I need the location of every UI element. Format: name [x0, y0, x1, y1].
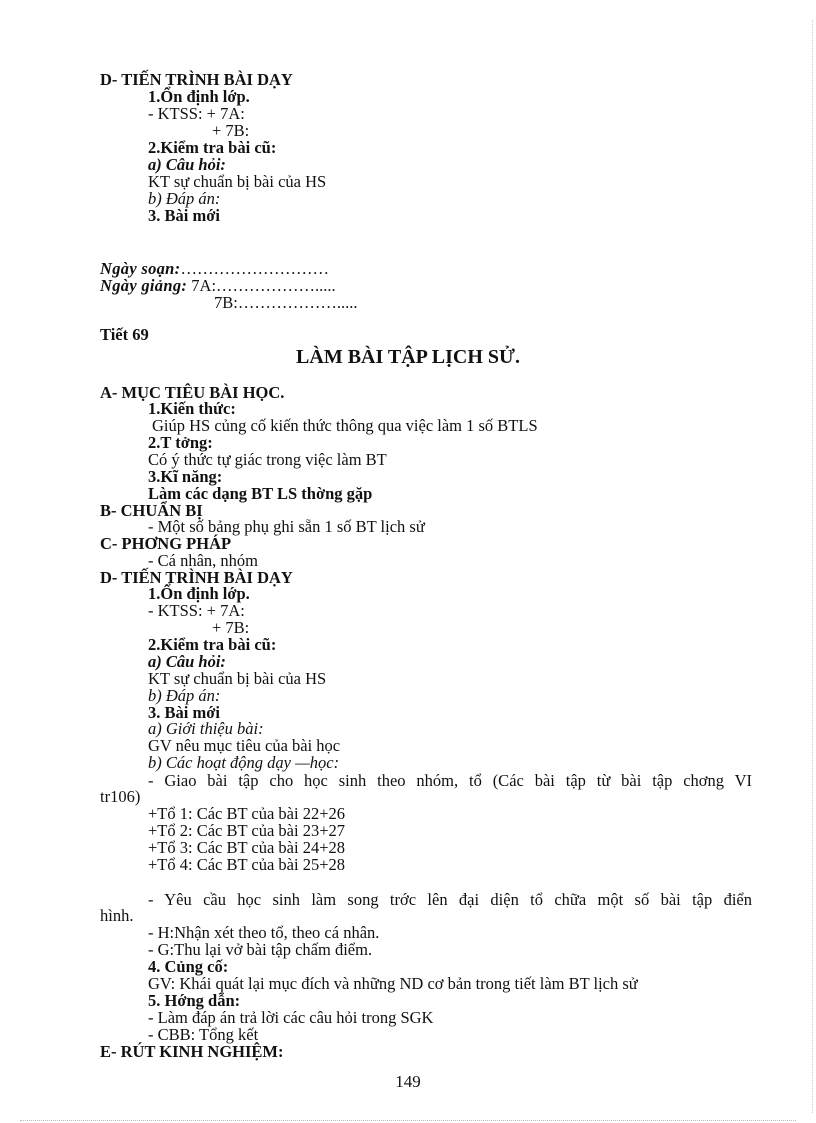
ktss-7a-top: - KTSS: + 7A:: [148, 104, 245, 123]
ki-nang-title: 3.Kĩ năng:: [148, 467, 223, 486]
to-2: +Tổ 2: Các BT của bài 23+27: [148, 821, 346, 840]
section-b-heading: B- CHUẨN BỊ: [100, 501, 203, 520]
tu-tuong-title: 2.T tởng:: [148, 433, 213, 452]
bottom-dotted-border: [20, 1120, 796, 1121]
kien-thuc-text: Giúp HS củng cố kiến thức thông qua việc làm 1 số BTLS: [152, 416, 538, 435]
ktss-7b: + 7B:: [212, 618, 250, 637]
ngay-giang-label: Ngày giảng:: [100, 276, 188, 295]
ki-nang-text: Làm các dạng BT LS thờng gặp: [148, 484, 373, 503]
huong-dan-1: - Làm đáp án trả lời các câu hỏi trong SGK: [148, 1008, 434, 1027]
kiem-tra-bai-cu-top: 2.Kiểm tra bài cũ:: [148, 138, 277, 157]
huong-dan: 5. Hớng dẫn:: [148, 991, 241, 1010]
kiem-tra-bai-cu: 2.Kiểm tra bài cũ:: [148, 635, 277, 654]
ktss-7a: - KTSS: + 7A:: [148, 601, 245, 620]
ngay-soan-label: Ngày soạn:: [100, 259, 181, 278]
cau-hoi: a) Câu hỏi:: [148, 652, 226, 671]
nhan-xet: - H:Nhận xét theo tổ, theo cá nhân.: [148, 923, 380, 942]
kien-thuc-title: 1.Kiến thức:: [148, 399, 236, 418]
section-c-text: - Cá nhân, nhóm: [148, 551, 258, 570]
gioi-thieu-text: GV nêu mục tiêu của bài học: [148, 736, 341, 755]
dap-an-top: b) Đáp án:: [148, 189, 221, 208]
yeu-cau-line2: hình.: [100, 906, 134, 925]
tiet-number: Tiết 69: [100, 325, 149, 344]
to-3: +Tổ 3: Các BT của bài 24+28: [148, 838, 346, 857]
page-number: 149: [395, 1072, 421, 1091]
tu-tuong-text: Có ý thức tự giác trong việc làm BT: [148, 450, 387, 469]
lesson-title: LÀM BÀI TẬP LỊCH SỬ.: [296, 346, 520, 368]
section-e-heading: E- RÚT KINH NGHIỆM:: [100, 1042, 284, 1061]
dap-an: b) Đáp án:: [148, 686, 221, 705]
thu-lai: - G:Thu lại vở bài tập chấm điểm.: [148, 940, 373, 959]
to-1: +Tổ 1: Các BT của bài 22+26: [148, 804, 346, 823]
section-d-heading-top: D- TIẾN TRÌNH BÀI DẠY: [100, 70, 293, 89]
ngay-giang-7b: 7B:……………….....: [214, 293, 358, 312]
section-d-heading: D- TIẾN TRÌNH BÀI DẠY: [100, 568, 293, 587]
hoat-dong-day-hoc: b) Các hoạt động dạy —học:: [148, 753, 340, 772]
on-dinh-lop-top: 1.Ổn định lớp.: [148, 87, 250, 106]
bai-moi: 3. Bài mới: [148, 703, 220, 722]
cau-hoi-text: KT sự chuẩn bị bài của HS: [148, 669, 327, 688]
to-4: +Tổ 4: Các BT của bài 25+28: [148, 855, 346, 874]
cau-hoi-top: a) Câu hỏi:: [148, 155, 226, 174]
giao-bai-tap-line2: tr106): [100, 787, 141, 806]
right-dotted-border: [812, 20, 813, 1113]
section-c-heading: C- PHƠNG PHÁP: [100, 534, 232, 553]
yeu-cau-line1: - Yêu cầu học sinh làm song trớc lên đại diện tổ chữa một số bài tập điển: [148, 890, 752, 909]
huong-dan-2: - CBB: Tổng kết: [148, 1025, 259, 1044]
section-a-heading: A- MỤC TIÊU BÀI HỌC.: [100, 383, 285, 402]
bai-moi-top: 3. Bài mới: [148, 206, 220, 225]
cau-hoi-text-top: KT sự chuẩn bị bài của HS: [148, 172, 327, 191]
ngay-soan-dots: ………………………: [180, 259, 329, 278]
ktss-7b-top: + 7B:: [212, 121, 250, 140]
giao-bai-tap-line1: - Giao bài tập cho học sinh theo nhóm, tổ (Các bài tập từ bài tập chơng VI: [148, 771, 752, 790]
cung-co-text: GV: Khái quát lại mục đích và những ND cơ bản trong tiết làm BT lịch sử: [148, 974, 638, 993]
section-b-text: - Một số bảng phụ ghi sẵn 1 số BT lịch sử: [148, 517, 425, 536]
on-dinh-lop: 1.Ổn định lớp.: [148, 584, 250, 603]
cung-co: 4. Củng cố:: [148, 957, 229, 976]
ngay-giang-7a: 7A:……………….....: [191, 276, 336, 295]
gioi-thieu-bai: a) Giới thiệu bài:: [148, 719, 264, 738]
